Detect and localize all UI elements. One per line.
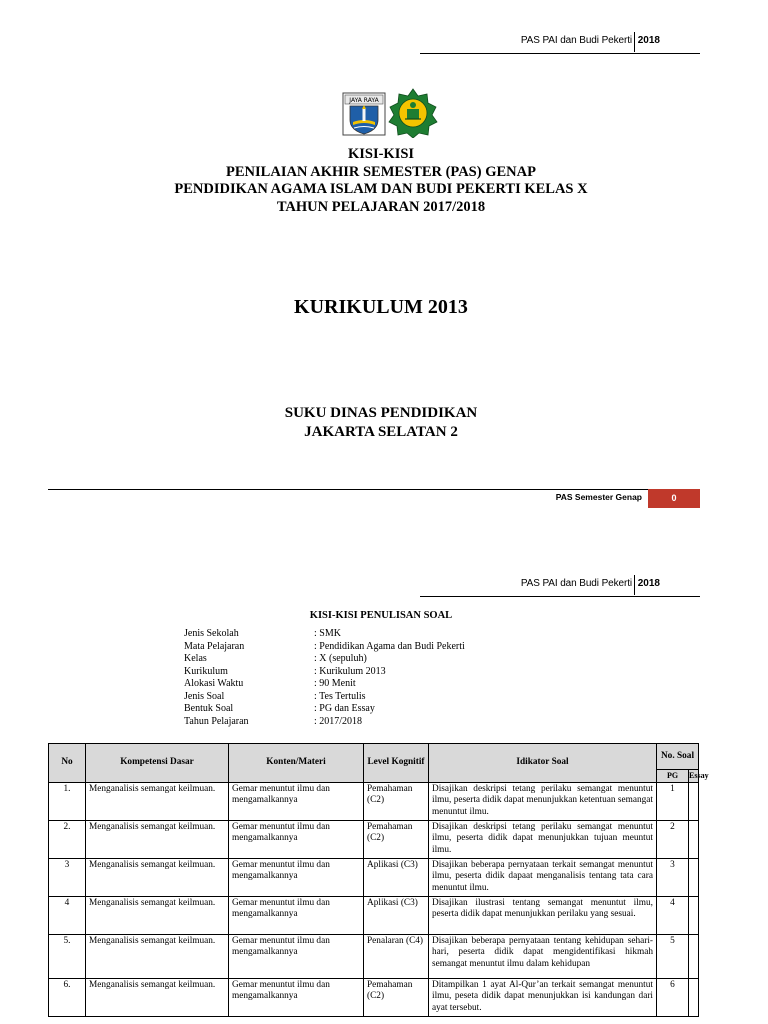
agency-line: SUKU DINAS PENDIDIKAN	[284, 405, 478, 421]
table-row	[49, 782, 699, 820]
running-header	[420, 32, 700, 52]
cell-indikator: Disajikan deskripsi tetang perilaku semangat menuntut ilmu, peserta didik dapat menunjukkan tujuan meuntut ilmu.	[429, 820, 657, 858]
cell-kompetensi: Menganalisis semangat keilmuan.	[86, 782, 229, 820]
header-kompetensi-dasar: Kompetensi Dasar	[86, 744, 229, 783]
meta-row	[184, 716, 465, 729]
meta-value: : Pendidikan Agama dan Budi Pekerti	[314, 640, 465, 652]
dki-logo-text: JAYA RAYA	[349, 97, 379, 104]
cell-indikator: Disajikan beberapa pernyataan terkait semangat menuntut ilmu, peserta didik dapaat menganalisis tentang tata cara menuntut ilmu.	[429, 858, 657, 896]
meta-label: Tahun Pelajaran	[184, 715, 249, 727]
cover-title-line: KISI-KISI	[347, 146, 415, 162]
header-separator	[634, 32, 635, 52]
cell-indikator: Disajikan ilustrasi tentang semangat menuntut ilmu, peserta didik dapat menunjukkan perilaku yang sesuai.	[429, 896, 657, 934]
cell-essay	[689, 978, 699, 1016]
table-row	[49, 858, 699, 896]
cover-title-line: TAHUN PELAJARAN 2017/2018	[276, 198, 486, 215]
meta-value: : PG dan Essay	[314, 703, 375, 714]
cell-konten: Gemar menuntut ilmu dan mengamalkannya	[229, 858, 364, 896]
cell-pg: 6	[657, 978, 689, 1016]
cover-title-line: PENILAIAN AKHIR SEMESTER (PAS) GENAP	[226, 163, 536, 180]
meta-value: : 90 Menit	[314, 678, 356, 689]
cell-essay	[689, 896, 699, 934]
meta-row	[184, 666, 465, 679]
meta-label: Jenis Sekolah	[184, 628, 239, 639]
header-rule	[420, 53, 700, 54]
meta-row	[184, 641, 465, 654]
meta-value: : 2017/2018	[314, 715, 363, 727]
cell-no: 5.	[49, 934, 86, 978]
cell-pg: 4	[657, 896, 689, 934]
meta-row	[184, 691, 465, 704]
meta-row	[184, 703, 465, 716]
cover-title-line: PENDIDIKAN AGAMA ISLAM DAN BUDI PEKERTI KELAS X	[174, 181, 588, 197]
cell-essay	[689, 820, 699, 858]
cell-level: Pemahaman (C2)	[364, 782, 429, 820]
cell-konten: Gemar menuntut ilmu dan mengamalkannya	[229, 782, 364, 820]
header-no-soal: No. Soal	[657, 744, 699, 770]
cell-essay	[689, 934, 699, 978]
meta-label: Jenis Soal	[184, 690, 225, 702]
table-row	[49, 978, 699, 1016]
cell-konten: Gemar menuntut ilmu dan mengamalkannya	[229, 820, 364, 858]
cell-konten: Gemar menuntut ilmu dan mengamalkannya	[229, 978, 364, 1016]
cell-kompetensi: Menganalisis semangat keilmuan.	[86, 978, 229, 1016]
cell-kompetensi: Menganalisis semangat keilmuan.	[86, 934, 229, 978]
cell-indikator: Disajikan deskripsi tetang perilaku semangat menuntut ilmu, peserta didik dapat menunjukkan ketentuan semangat menuntut ilmu.	[429, 782, 657, 820]
cell-kompetensi: Menganalisis semangat keilmuan.	[86, 896, 229, 934]
document-meta	[184, 628, 465, 728]
header-konten-materi: Konten/Materi	[229, 744, 364, 783]
table-body	[49, 782, 699, 1016]
cell-pg: 1	[657, 782, 689, 820]
header-title: PAS PAI dan Budi Pekerti	[520, 35, 632, 46]
kisi-kisi-table	[48, 743, 709, 1017]
cell-kompetensi: Menganalisis semangat keilmuan.	[86, 820, 229, 858]
meta-row	[184, 678, 465, 691]
cell-level: Penalaran (C4)	[364, 934, 429, 978]
header-essay: Essay	[689, 771, 709, 780]
meta-row	[184, 628, 465, 641]
header-rule	[420, 596, 700, 597]
document-title: KISI-KISI PENULISAN SOAL	[309, 610, 453, 621]
header-year: 2018	[637, 35, 660, 46]
agency-line: JAKARTA SELATAN 2	[304, 424, 458, 440]
header-title: PAS PAI dan Budi Pekerti	[520, 578, 632, 589]
table-row	[49, 934, 699, 978]
curriculum-heading: KURIKULUM 2013	[294, 296, 468, 318]
kemenag-logo-icon	[388, 88, 438, 138]
cell-no: 3	[49, 858, 86, 896]
header-indikator-soal: Idikator Soal	[429, 744, 657, 783]
cell-no: 1.	[49, 782, 86, 820]
meta-label: Kelas	[184, 653, 207, 664]
table-row	[49, 896, 699, 934]
cell-essay	[689, 858, 699, 896]
cell-konten: Gemar menuntut ilmu dan mengamalkannya	[229, 934, 364, 978]
meta-label: Bentuk Soal	[184, 703, 234, 714]
footer-rule	[48, 489, 700, 490]
agency-name	[0, 404, 762, 442]
header-pg: PG	[657, 770, 689, 783]
cell-konten: Gemar menuntut ilmu dan mengamalkannya	[229, 896, 364, 934]
cell-pg: 3	[657, 858, 689, 896]
cell-indikator: Ditampilkan 1 ayat Al-Qur’an terkait semangat menuntut ilmu, peseta didik dapat menunjukkan isi kandungan dari ayat tersebut.	[429, 978, 657, 1016]
meta-value: : Kurikulum 2013	[314, 665, 386, 677]
meta-label: Kurikulum	[184, 665, 228, 677]
meta-value: : X (sepuluh)	[314, 653, 367, 664]
header-separator	[634, 575, 635, 595]
dki-jakarta-logo-icon	[342, 92, 386, 136]
meta-value: : SMK	[314, 628, 341, 639]
cell-level: Pemahaman (C2)	[364, 978, 429, 1016]
running-header-page2	[420, 575, 700, 595]
footer-page-number: 0	[648, 489, 700, 508]
header-level-kognitif: Level Kognitif	[364, 744, 429, 783]
cover-title	[0, 146, 762, 216]
cell-pg: 2	[657, 820, 689, 858]
meta-label: Alokasi Waktu	[184, 678, 244, 689]
header-year: 2018	[637, 578, 660, 589]
cell-level: Pemahaman (C2)	[364, 820, 429, 858]
cell-pg: 5	[657, 934, 689, 978]
cell-no: 2.	[49, 820, 86, 858]
cell-no: 6.	[49, 978, 86, 1016]
table-row	[49, 820, 699, 858]
meta-row	[184, 653, 465, 666]
cell-level: Aplikasi (C3)	[364, 896, 429, 934]
cell-essay	[689, 782, 699, 820]
cell-kompetensi: Menganalisis semangat keilmuan.	[86, 858, 229, 896]
cell-level: Aplikasi (C3)	[364, 858, 429, 896]
meta-label: Mata Pelajaran	[184, 640, 245, 652]
header-no: No	[49, 744, 86, 783]
cell-no: 4	[49, 896, 86, 934]
cell-indikator: Disajikan beberapa pernyataan tentang kehidupan sehari-hari, peserta didik dapat mengidentifikasi hikmah semangat menuntut ilmu dalam kehidupan	[429, 934, 657, 978]
footer-label: PAS Semester Genap	[555, 492, 642, 502]
meta-value: : Tes Tertulis	[314, 690, 366, 702]
